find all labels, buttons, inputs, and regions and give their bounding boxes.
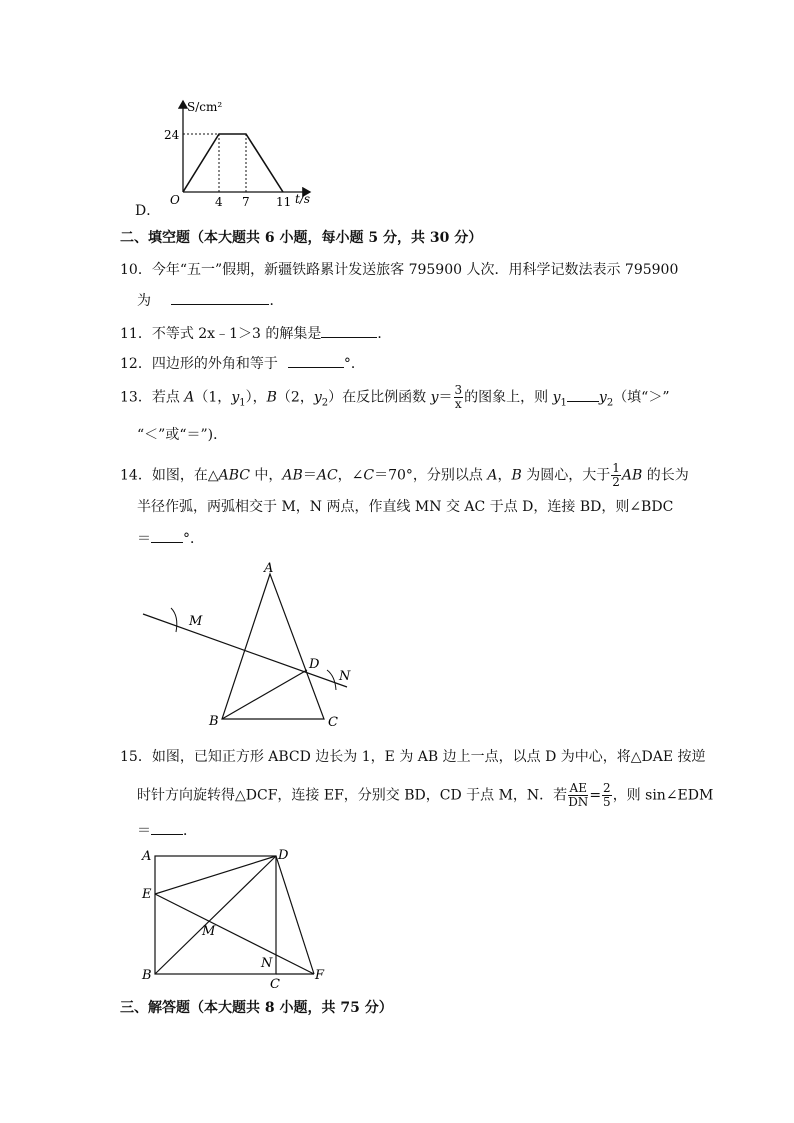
q10-line2 [137,290,283,311]
segment-bd [155,856,276,974]
segment-ef [155,894,314,974]
q11-post: ． [377,326,392,342]
q13-fraction [454,384,464,411]
q15-frac1-num: AE [569,781,587,795]
q14-line2: 半径作弧，两弧相交于 M，N 两点，作直线 MN 交 AC 于点 D，连接 BD，则∠BDC [137,499,674,515]
label-c: C [270,977,280,991]
q14-text: 的长为 [642,467,689,484]
q12 [120,353,365,374]
q13-eq: ＝ [438,389,453,406]
graph-d-svg [150,95,330,210]
q15-answer-blank[interactable] [151,820,183,835]
q13-y: y [552,389,561,406]
q14-text: ，∠ [337,467,364,484]
q13-text: 的图象上，则 [464,389,553,406]
q11 [120,323,391,344]
q14-line1 [120,462,689,489]
q14-line3-pre: ＝ [137,531,151,547]
q14-frac-num: 1 [612,461,620,475]
label-m: M [189,614,203,629]
q14-ab: AB [621,467,643,484]
q15-text: 时针方向旋转得△DCF，连接 EF，分别交 BD，CD 于点 M，N．若 [137,787,568,804]
q10-line2-post: ． [269,293,284,309]
label-d: D [309,657,320,672]
q15-text: ，则 sin∠EDM [612,787,714,804]
arc-m [171,608,177,632]
q13-text: ）在反比例函数 [328,389,431,406]
q13-text: （2， [276,389,314,406]
label-n: N [261,956,273,971]
graph-x-tick-11: 11 [276,195,292,209]
q13-sub: 2 [321,397,329,409]
q13-line2: “＜”或“＝”)． [137,427,228,443]
label-d: D [278,848,289,863]
q14-text: 为圆心，大于 [521,467,611,484]
q10-line1: 10．今年“五一”假期，新疆铁路累计发送旅客 795900 人次．用科学记数法表示 795900 [120,262,679,278]
q12-post: °． [343,356,365,372]
label-m: M [202,924,216,939]
section3-title: 三、解答题（本大题共 8 小题，共 75 分） [120,1000,393,1016]
q14-line3-post: °． [183,531,204,547]
q15-eq: = [589,787,602,804]
q13-text: （填“＞” [613,389,670,406]
q15-line3-pre: ＝ [137,823,151,839]
graph-x-axis-label: t/s [295,192,311,206]
graph-x-tick-4: 4 [215,195,223,209]
q14-text: ＝70°，分别以点 [374,467,488,484]
q14-frac-den: 2 [612,475,620,489]
q14-text: ， [497,467,512,484]
q13-answer-blank[interactable] [567,387,599,402]
q13-y: y [231,389,240,406]
graph-origin: O [170,193,180,207]
q13-point-a: A [184,389,195,406]
graph-y-tick-24: 24 [164,128,180,142]
q14-a: A [487,467,498,484]
graph-line [183,134,283,192]
q13-sub: 1 [560,397,567,409]
q14-c: C [363,467,375,484]
figure-15 [138,846,338,991]
label-b: B [142,968,152,983]
q11-answer-blank[interactable] [321,323,377,338]
label-f: F [315,968,325,983]
graph-x-tick-7: 7 [242,195,250,209]
q12-pre: 12．四边形的外角和等于 [120,356,278,372]
q10-line2-pre: 为 [137,293,151,309]
q13-y: y [313,389,322,406]
q13-sub: 1 [239,397,246,409]
label-a: A [142,849,152,864]
q14-answer-blank[interactable] [151,528,183,543]
q13-line1 [120,384,670,413]
q14-fraction [611,462,621,489]
label-c: C [328,715,338,730]
q15-frac2-den: 5 [603,795,611,809]
q15-line1: 15．如图，已知正方形 ABCD 边长为 1，E 为 AB 边上一点，以点 D 为中心，将△DAE 按逆 [120,749,706,765]
q12-answer-blank[interactable] [288,353,344,368]
q13-text: 13．若点 [120,389,185,406]
line-mn [143,614,347,687]
q14-b: B [511,467,522,484]
q13-text: （1， [194,389,232,406]
q14-text: 中， [249,467,283,484]
label-e: E [142,887,152,902]
label-n: N [339,669,351,684]
q15-fraction-2-5 [602,782,612,809]
graph-y-axis-label: S/cm² [187,100,223,114]
q15-fraction-ae-dn [568,782,588,809]
segment-ed [155,856,276,894]
label-a: A [264,561,274,576]
q13-y: y [430,389,439,406]
q15-frac2-num: 2 [603,781,611,795]
option-d-label: D． [135,203,161,219]
q10-answer-blank[interactable] [171,290,269,305]
q14-text: 14．如图，在△ [120,467,219,484]
q13-point-b: B [266,389,277,406]
triangle-abc [222,574,324,719]
q13-frac-den: x [454,397,462,411]
q13-y: y [598,389,607,406]
q14-ab: AB [282,467,303,484]
segment-bd [222,670,307,719]
q14-eq: ＝ [302,467,317,484]
q14-ac: AC [316,467,338,484]
section2-title: 二、填空题（本大题共 6 小题，每小题 5 分，共 30 分） [120,230,483,246]
q13-frac-num: 3 [454,383,463,397]
q15-frac1-den: DN [568,795,589,809]
q14-line3 [137,528,204,549]
label-b: B [209,714,219,729]
q15-line3 [137,820,197,841]
q11-pre: 11．不等式 2x﹣1＞3 的解集是 [120,326,322,342]
q15-line2 [137,782,713,809]
figure-14 [135,558,365,733]
q13-sub: 2 [606,397,614,409]
segment-df [276,856,314,974]
q13-text: ）， [245,389,267,406]
q15-line3-post: ． [183,823,197,839]
q14-abc: ABC [218,467,250,484]
